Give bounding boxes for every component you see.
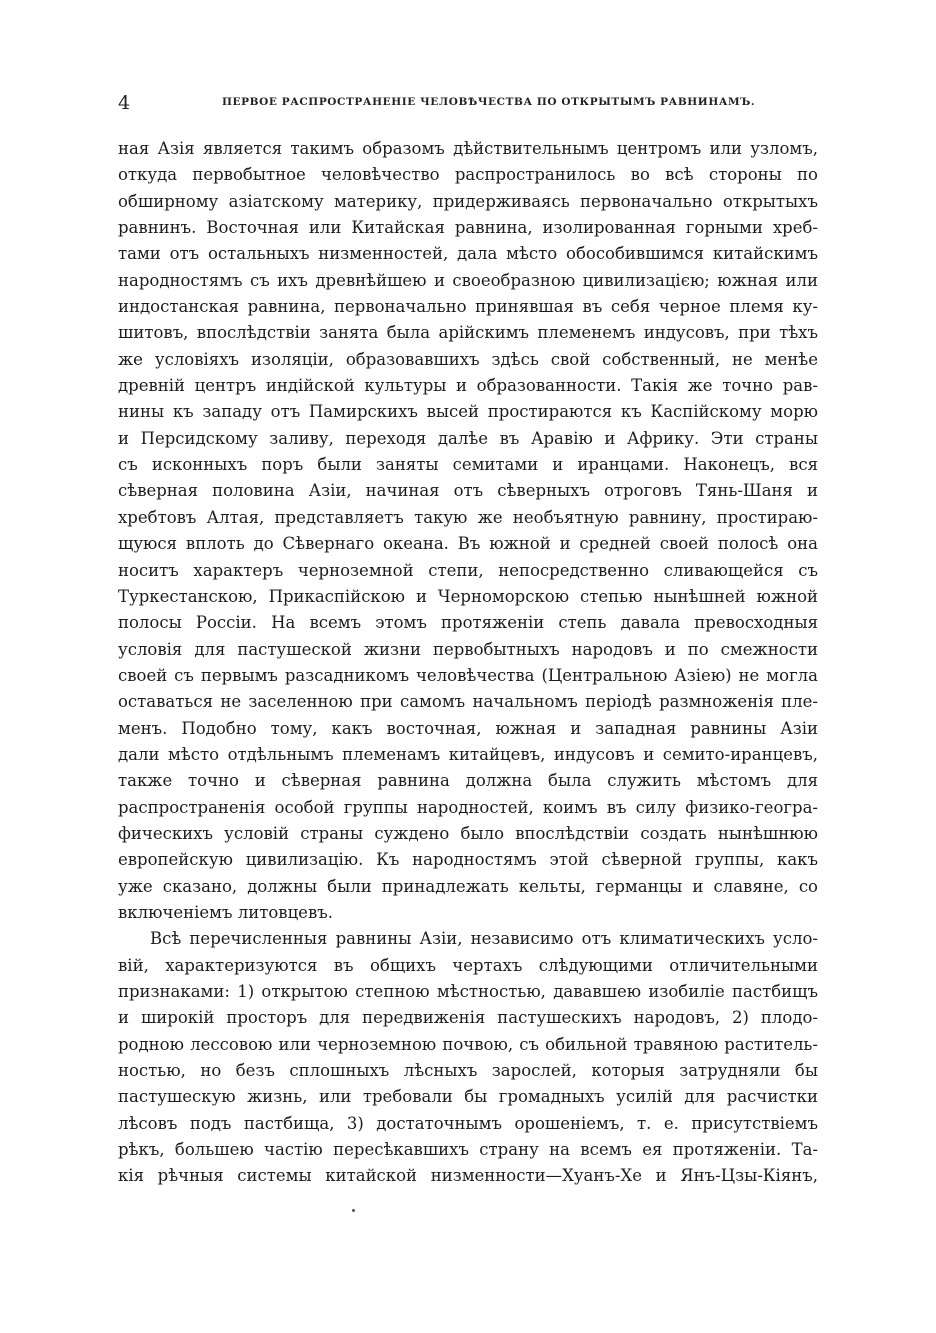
page-header (118, 92, 818, 114)
text-line: обширному азіатскому материку, придерживаясь первоначально открытыхъ (118, 191, 818, 211)
running-head: ПЕРВОЕ РАСПРОСТРАНЕНІЕ ЧЕЛОВѢЧЕСТВА ПО ОТКРЫТЫМЪ РАВНИНАМЪ. (222, 96, 756, 108)
body-text (118, 136, 818, 1190)
text-line: европейскую цивилизацію. Къ народностямъ этой сѣверной группы, какъ (118, 850, 818, 870)
text-line: шитовъ, впослѣдствіи занята была арійскимъ племенемъ индусовъ, при тѣхъ (118, 323, 818, 343)
text-line: древній центръ индійской культуры и образованности. Такія же точно рав- (118, 376, 818, 396)
text-line: хребтовъ Алтая, представляетъ такую же необъятную равнину, простираю- (118, 507, 818, 527)
text-line: включеніемъ литовцевъ. (118, 902, 333, 922)
text-line: дали мѣсто отдѣльнымъ племенамъ китайцевъ, индусовъ и семито-иранцевъ, (118, 744, 818, 764)
text-line: пастушескую жизнь, или требовали бы громадныхъ усилій для расчистки (118, 1087, 818, 1107)
print-speck (352, 1209, 355, 1212)
text-line: признаками: 1) открытою степною мѣстностью, дававшею изобиліе пастбищъ (118, 982, 818, 1001)
text-line: вій, характеризуются въ общихъ чертахъ слѣдующими отличительными (118, 955, 818, 975)
text-line: оставаться не заселенною при самомъ начальномъ періодѣ размноженія пле- (118, 692, 818, 712)
text-line: условія для пастушеской жизни первобытныхъ народовъ и по смежности (118, 639, 818, 659)
text-line: съ исконныхъ поръ были заняты семитами и иранцами. Наконецъ, вся (118, 455, 818, 475)
text-line: и Персидскому заливу, переходя далѣе въ Аравію и Африку. Эти страны (118, 428, 818, 448)
text-line: нины къ западу отъ Памирскихъ высей простираются къ Каспійскому морю (118, 402, 818, 422)
text-line: народностямъ съ ихъ древнѣйшею и своеобразною цивилизацією; южная или (118, 270, 818, 290)
text-line: рѣкъ, большею частію пересѣкавшихъ страну на всемъ ея протяженіи. Та- (118, 1140, 818, 1160)
text-line: ностью, но безъ сплошныхъ лѣсныхъ зарослей, которыя затрудняли бы (118, 1061, 818, 1081)
text-line: Всѣ перечисленныя равнины Азіи, независимо отъ климатическихъ усло- (150, 929, 818, 949)
text-line: равнинъ. Восточная или Китайская равнина, изолированная горными хреб- (118, 218, 818, 238)
page-number: 4 (118, 92, 131, 114)
text-line: родною лессовою или черноземною почвою, съ обильной травяною раститель- (118, 1034, 818, 1054)
text-line: уже сказано, должны были принадлежать кельты, германцы и славяне, со (118, 876, 818, 896)
text-line: менъ. Подобно тому, какъ восточная, южная и западная равнины Азіи (118, 718, 818, 738)
text-line: Туркестанскою, Прикаспійскою и Черноморскою степью нынѣшней южной (118, 586, 818, 606)
text-line: своей съ первымъ разсадникомъ человѣчества (Центральною Азіею) не могла (118, 665, 818, 685)
text-line: ная Азія является такимъ образомъ дѣйствительнымъ центромъ или узломъ, (118, 139, 818, 158)
text-line: откуда первобытное человѣчество распространилось во всѣ стороны по (118, 165, 818, 185)
text-line: щуюся вплоть до Сѣвернаго океана. Въ южной и средней своей полосѣ она (118, 534, 818, 554)
text-line: индостанская равнина, первоначально принявшая въ себя черное племя ку- (118, 297, 818, 317)
paragraph-2 (118, 926, 818, 1189)
text-line: кія рѣчныя системы китайской низменности—Хуанъ-Хе и Янъ-Цзы-Кіянъ, (118, 1166, 818, 1186)
text-line: лѣсовъ подъ пастбища, 3) достаточнымъ орошеніемъ, т. е. присутствіемъ (118, 1113, 818, 1133)
text-line: сѣверная половина Азіи, начиная отъ сѣверныхъ отроговъ Тянь-Шаня и (118, 481, 818, 501)
text-line: полосы Россіи. На всемъ этомъ протяженіи степь давала превосходныя (118, 613, 818, 633)
text-line: носитъ характеръ черноземной степи, непосредственно сливающейся съ (118, 560, 818, 580)
text-line: также точно и сѣверная равнина должна была служить мѣстомъ для (118, 771, 818, 791)
text-line: фическихъ условій страны суждено было впослѣдствіи создать нынѣшнюю (118, 823, 818, 843)
text-line: распространенія особой группы народностей, коимъ въ силу физико-геогра- (118, 797, 818, 817)
text-line: и широкій просторъ для передвиженія пастушескихъ народовъ, 2) плодо- (118, 1008, 818, 1028)
text-line: тами отъ остальныхъ низменностей, дала мѣсто обособившимся китайскимъ (118, 244, 818, 264)
paragraph-1 (118, 136, 818, 926)
text-line: же условіяхъ изоляціи, образовавшихъ здѣсь свой собственный, не менѣе (118, 349, 818, 369)
